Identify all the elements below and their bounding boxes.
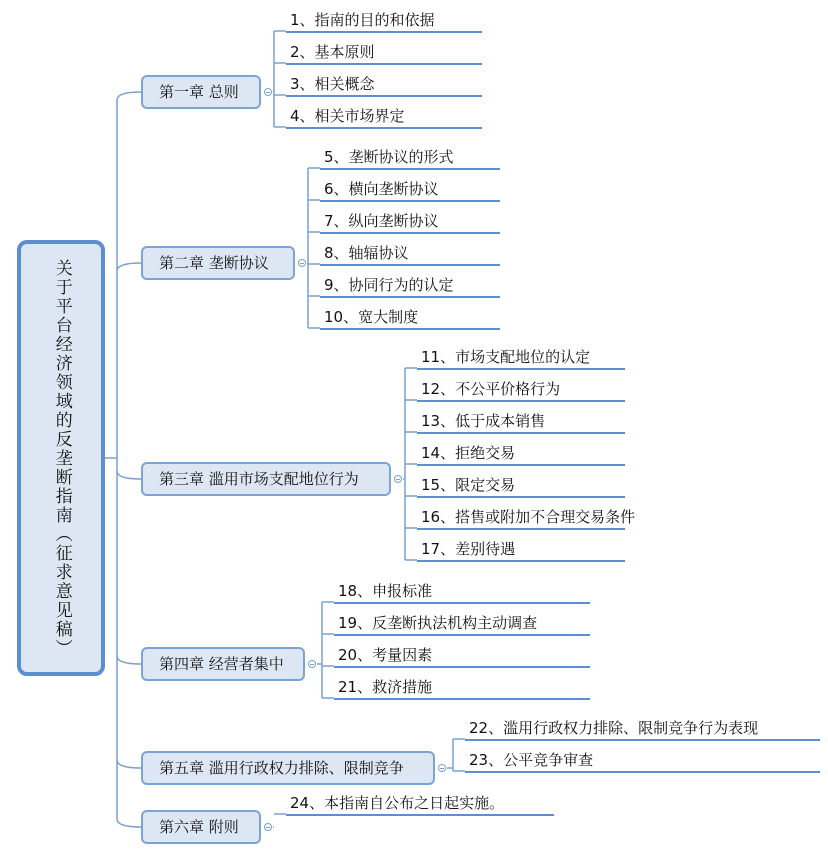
- leaf-node[interactable]: 22、滥用行政权力排除、限制竞争行为表现: [465, 717, 820, 741]
- leaf-node[interactable]: 20、考量因素: [334, 644, 590, 668]
- leaf-node[interactable]: 14、拒绝交易: [417, 442, 625, 466]
- leaf-node[interactable]: 9、协同行为的认定: [320, 274, 500, 298]
- leaf-node[interactable]: 16、搭售或附加不合理交易条件: [417, 506, 625, 530]
- collapse-toggle-icon[interactable]: [308, 660, 316, 668]
- collapse-toggle-icon[interactable]: [264, 88, 272, 96]
- leaf-node[interactable]: 23、公平竞争审查: [465, 749, 820, 773]
- chapter-connector: [117, 471, 141, 479]
- leaf-node[interactable]: 12、不公平价格行为: [417, 378, 625, 402]
- chapter-node[interactable]: 第二章 垄断协议: [141, 246, 295, 280]
- leaf-node[interactable]: 10、宽大制度: [320, 306, 500, 330]
- leaf-node[interactable]: 3、相关概念: [286, 73, 482, 97]
- leaf-node[interactable]: 11、市场支配地位的认定: [417, 346, 625, 370]
- leaf-node[interactable]: 17、差别待遇: [417, 538, 625, 562]
- chapter-connector: [117, 92, 141, 100]
- chapter-node[interactable]: 第六章 附则: [141, 810, 261, 844]
- leaf-node[interactable]: 1、指南的目的和依据: [286, 9, 482, 33]
- collapse-toggle-icon[interactable]: [438, 764, 446, 772]
- leaf-node[interactable]: 24、本指南自公布之日起实施。: [286, 792, 554, 816]
- collapse-toggle-icon[interactable]: [394, 475, 402, 483]
- leaf-node[interactable]: 2、基本原则: [286, 41, 482, 65]
- chapter-node[interactable]: 第四章 经营者集中: [141, 647, 305, 681]
- chapter-connector: [117, 656, 141, 664]
- root-node[interactable]: [17, 240, 105, 676]
- leaf-node[interactable]: 7、纵向垄断协议: [320, 210, 500, 234]
- leaf-node[interactable]: 21、救济措施: [334, 676, 590, 700]
- chapter-node[interactable]: 第一章 总则: [141, 75, 261, 109]
- collapse-toggle-icon[interactable]: [298, 259, 306, 267]
- chapter-connector: [117, 819, 141, 827]
- chapter-node[interactable]: 第三章 滥用市场支配地位行为: [141, 462, 391, 496]
- chapter-node[interactable]: 第五章 滥用行政权力排除、限制竞争: [141, 751, 435, 785]
- leaf-node[interactable]: 15、限定交易: [417, 474, 625, 498]
- leaf-node[interactable]: 8、轴辐协议: [320, 242, 500, 266]
- collapse-toggle-icon[interactable]: [264, 823, 272, 831]
- leaf-node[interactable]: 13、低于成本销售: [417, 410, 625, 434]
- chapter-connector: [117, 263, 141, 271]
- root-title: 关于平台经济领域的反垄断指南（征求意见稿）: [51, 258, 72, 658]
- leaf-node[interactable]: 6、横向垄断协议: [320, 178, 500, 202]
- leaf-node[interactable]: 4、相关市场界定: [286, 105, 482, 129]
- chapter-connector: [117, 760, 141, 768]
- leaf-node[interactable]: 5、垄断协议的形式: [320, 146, 500, 170]
- leaf-node[interactable]: 19、反垄断执法机构主动调查: [334, 612, 590, 636]
- leaf-node[interactable]: 18、申报标准: [334, 580, 590, 604]
